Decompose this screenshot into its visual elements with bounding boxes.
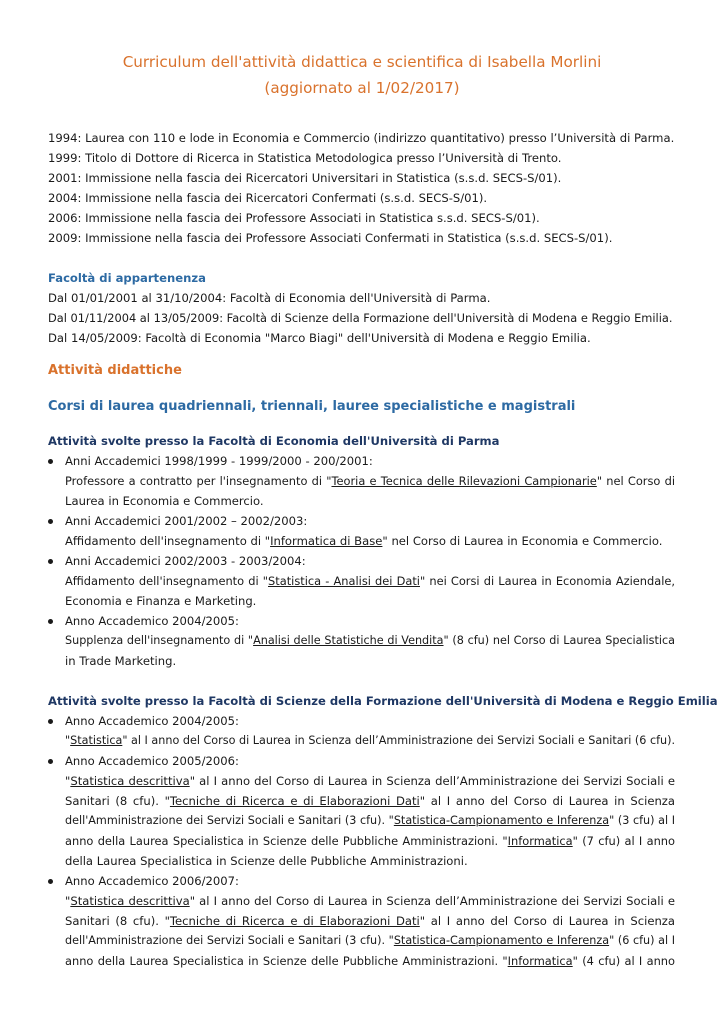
career-item: 2004: Immissione nella fascia dei Ricercatori Confermati (s.s.d. SECS-S/01). [48,191,488,205]
bullet [48,759,53,764]
course-name: Tecniche di Ricerca e di Elaborazioni Dati [169,794,420,808]
faculty-heading: Facoltà di appartenenza [48,271,206,285]
list-item-year: Anni Accademici 2001/2002 – 2002/2003: [65,514,308,528]
bullet [48,459,53,464]
course-name: Informatica [507,834,573,848]
list-item-text: "Statistica descrittiva" al I anno del Corso di Laurea in Scienza dell’Amministrazione dei Servizi Sociali e [65,894,675,908]
document-title: Curriculum dell'attività didattica e scientifica di Isabella Morlini [122,53,602,71]
faculty-item: Dal 14/05/2009: Facoltà di Economia "Marco Biagi" dell'Università di Modena e Reggio Emilia. [48,331,591,345]
list-item-text: Sanitari (8 cfu). "Tecniche di Ricerca e di Elaborazioni Dati" al I anno del Corso di Laurea in Scienza [65,914,675,928]
faculty-item: Dal 01/11/2004 al 13/05/2009: Facoltà di Scienze della Formazione dell'Università di Modena e Reggio Emilia. [48,311,673,325]
course-name: Informatica [507,954,573,968]
faculty-item: Dal 01/01/2001 al 31/10/2004: Facoltà di Economia dell'Università di Parma. [48,291,491,305]
list-item-text: anno della Laurea Specialistica in Scienze delle Pubbliche Amministrazioni. "Informatica" (4 cfu) al I anno [65,954,675,968]
bullet [48,519,53,524]
list-item-text: in Trade Marketing. [65,654,177,668]
course-name: Statistica-Campionamento e Inferenza [393,934,610,947]
list-item-text: "Statistica descrittiva" al I anno del Corso di Laurea in Scienza dell’Amministrazione dei Servizi Sociali e [65,774,675,788]
career-item: 2001: Immissione nella fascia dei Ricercatori Universitari in Statistica (s.s.d. SECS-S/01). [48,171,562,185]
list-item-year: Anno Accademico 2005/2006: [65,754,239,768]
course-name: Statistica descrittiva [70,894,190,908]
list-item-text: "Statistica" al I anno del Corso di Laurea in Scienza dell’Amministrazione dei Servizi Sociali e Sanitari (6 cfu). [65,734,676,747]
course-name: Informatica di Base [270,534,383,548]
career-item: 1994: Laurea con 110 e lode in Economia e Commercio (indirizzo quantitativo) presso l’Università di Parma. [48,131,675,145]
course-name: Tecniche di Ricerca e di Elaborazioni Dati [169,914,420,928]
list-item-text: dell'Amministrazione dei Servizi Sociali e Sanitari (3 cfu). "Statistica-Campionamento e Inferenza" (3 cfu) al I [65,814,675,827]
course-name: Statistica [70,734,123,747]
courses-heading: Corsi di laurea quadriennali, triennali, lauree specialistiche e magistrali [48,399,576,414]
bullet [48,559,53,564]
list-item-text: Economia e Finanza e Marketing. [65,594,257,608]
modena-heading: Attività svolte presso la Facoltà di Scienze della Formazione dell'Università di Modena e Reggio Emilia [48,694,718,708]
list-item-text: dell'Amministrazione dei Servizi Sociali e Sanitari (3 cfu). "Statistica-Campionamento e Inferenza" (6 cfu) al I [65,934,675,947]
course-name: Statistica descrittiva [70,774,190,788]
bullet [48,619,53,624]
bullet [48,879,53,884]
list-item-year: Anni Accademici 1998/1999 - 1999/2000 - 200/2001: [65,454,373,468]
parma-heading: Attività svolte presso la Facoltà di Economia dell'Università di Parma [48,434,500,448]
career-item: 2009: Immissione nella fascia dei Professore Associati Confermati in Statistica (s.s.d. SECS-S/01). [48,231,613,245]
list-item-text: della Laurea Specialistica in Scienze delle Pubbliche Amministrazioni. [65,854,468,868]
career-item: 2006: Immissione nella fascia dei Professore Associati in Statistica s.s.d. SECS-S/01). [48,211,540,225]
list-item-text: Sanitari (8 cfu). "Tecniche di Ricerca e di Elaborazioni Dati" al I anno del Corso di Laurea in Scienza [65,794,675,808]
list-item-text: Laurea in Economia e Commercio. [65,494,264,508]
career-item: 1999: Titolo di Dottore di Ricerca in Statistica Metodologica presso l’Università di Trento. [48,151,562,165]
list-item-text: Supplenza dell'insegnamento di "Analisi delle Statistiche di Vendita" (8 cfu) nel Corso di Laurea Specialistica [65,634,675,647]
list-item-year: Anni Accademici 2002/2003 - 2003/2004: [65,554,306,568]
list-item-text: Affidamento dell'insegnamento di "Statistica - Analisi dei Dati" nei Corsi di Laurea in Economia Aziendale, [65,574,676,588]
course-name: Analisi delle Statistiche di Vendita [253,634,444,647]
list-item-text: Affidamento dell'insegnamento di "Informatica di Base" nel Corso di Laurea in Economia e Commercio. [65,534,663,548]
bullet [48,719,53,724]
course-name: Statistica - Analisi dei Dati [268,574,420,588]
list-item-year: Anno Accademico 2004/2005: [65,714,239,728]
list-item-text: anno della Laurea Specialistica in Scienze delle Pubbliche Amministrazioni. "Informatica" (7 cfu) al I anno [65,834,675,848]
list-item-year: Anno Accademico 2006/2007: [65,874,239,888]
didactic-heading: Attività didattiche [48,363,182,378]
course-name: Teoria e Tecnica delle Rilevazioni Campionarie [331,474,597,488]
list-item-year: Anno Accademico 2004/2005: [65,614,239,628]
course-name: Statistica-Campionamento e Inferenza [393,814,610,827]
list-item-text: Professore a contratto per l'insegnamento di "Teoria e Tecnica delle Rilevazioni Campionarie" nel Corso di [65,474,675,488]
document-subtitle: (aggiornato al 1/02/2017) [264,79,460,97]
